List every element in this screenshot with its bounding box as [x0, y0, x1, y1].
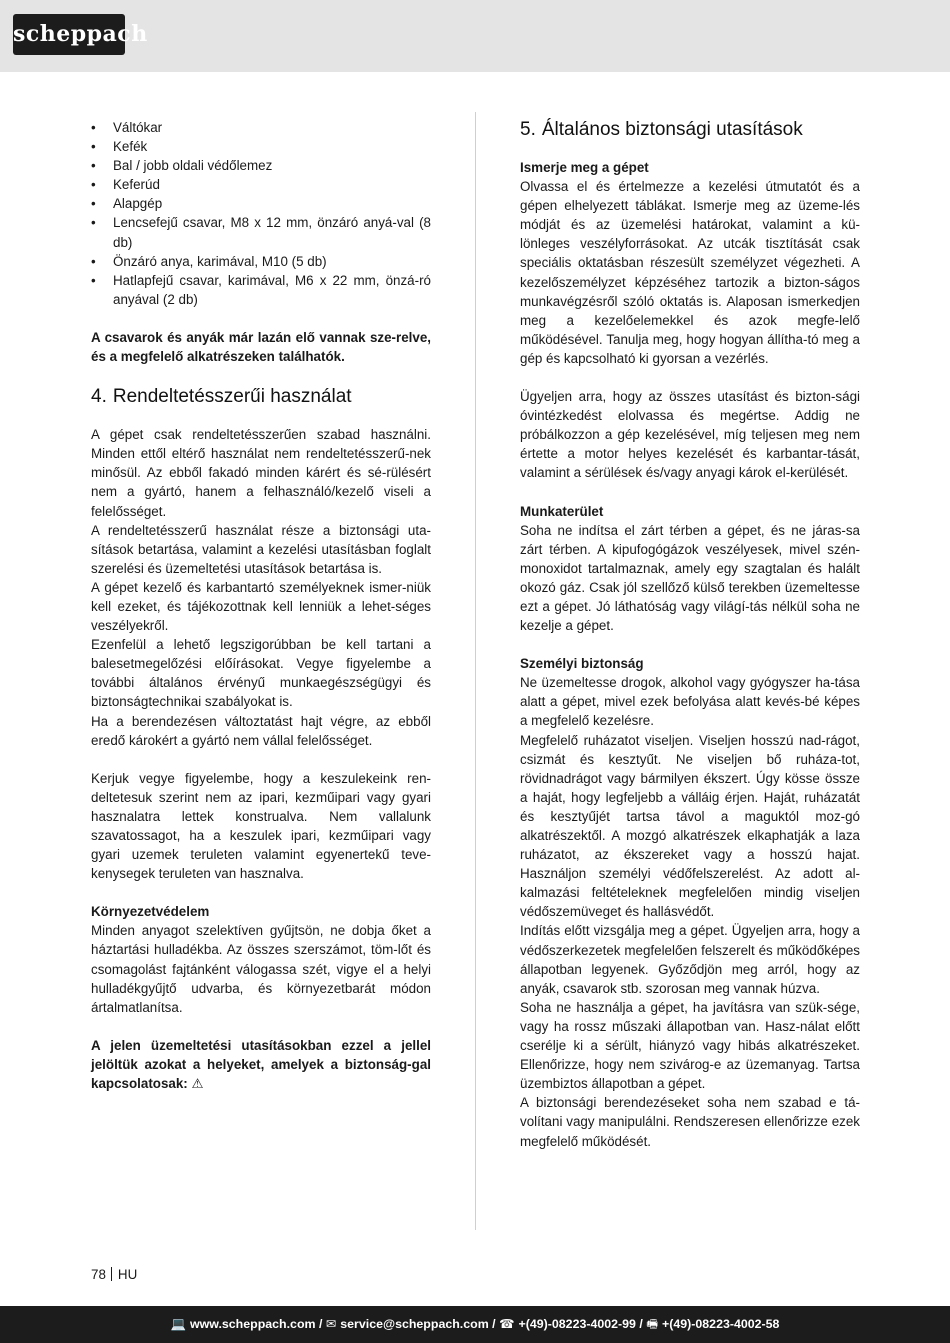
page-header	[0, 0, 950, 72]
paragraph: A biztonsági berendezéseket soha nem szabad e tá-volítani vagy manipulálni. Rendszeresen ellenőrizze ezek megfelelő működését.	[520, 1095, 860, 1149]
paragraph: Ne üzemeltesse drogok, alkohol vagy gyógyszer ha-tása alatt a gépet, mivel ezek befolyása alatt kevés-bé képes a megfelelő kezelésre.	[520, 675, 860, 729]
personal-safety-heading: Személyi biztonság	[520, 656, 644, 672]
list-item: • Bal / jobb oldali védőlemez	[91, 156, 431, 175]
paragraph: Olvassa el és értelmezze a kezelési útmutatót és a gépen elhelyezett táblákat. Ismerje meg az üzeme-lés módját és az üzemelési határokat, valamint a kü-lönleges veszélyforrásokat. Az utcák tisztítását csak speciális oktatásban részesült személyzet végezheti. A kezelőszemélyzet képzéséhez tartozik a bizton-ságos munkavégzésről szóló oktatás is. Alaposan ismerkedjen meg a kezelőelemekkel és azok megfe-lelő működésével. Tanulja meg, hogy hogyan állítha-tó meg a gép és kapcsolható ki gyorsan a vezérlés.	[520, 179, 860, 366]
section-title: Általános biztonsági utasítások	[541, 119, 803, 140]
paragraph: Ügyeljen arra, hogy az összes utasítást és bizton-sági óvintézkedést elolvassa és megértse. Addig ne próbálkozzon a gép kezelésével, míg teljesen meg nem értette a motor helyes kezelését és karbantar-tását, valamint a sérülések és/vagy anyagi károk el-kerülését.	[520, 389, 860, 481]
mail-icon: ✉	[325, 1317, 337, 1331]
fax-icon: 🖷	[646, 1317, 658, 1331]
warning-note-text: A jelen üzemeltetési utasításokban ezzel a jellel jelöltük azokat a helyeket, amelyek a biztonság-gal kapcsolatosak:	[91, 1037, 431, 1092]
list-item: • Önzáró anya, karimával, M10 (5 db)	[91, 252, 431, 271]
paragraph: Kerjuk vegye figyelembe, hogy a keszulekeink ren-deltetesuk szerint nem az ipari, kezműipari vagy gyari hasznalatra lettek konstrualva. Nem vallalunk szavatossagot, ha a keszulek ipari, kezműipari vagy gyari uzemek teruleten valamint egyenertekű teve-kenysegek teruleten van hasznalva.	[91, 770, 431, 882]
page-number-value: 78	[91, 1267, 106, 1282]
parts-list	[91, 118, 431, 309]
paragraph: Indítás előtt vizsgálja meg a gépet. Ügyeljen arra, hogy a védőszerkezetek megfelelően felszerelt és működőképes állapotban legyenek. Győződjön meg arról, hogy az anyák, csavarok stb. szorosan meg vannak húzva.	[520, 923, 860, 996]
warning-note	[91, 1036, 431, 1093]
paragraph: Minden anyagot szelektíven gyűjtsön, ne dobja őket a háztartási hulladékba. Az összes szerszámot, töm-lőt és csomagolást fajtánként válogassa szét, vigye el a helyi hulladékgyűjtő udvarba, és környezetbarát módon ártalmatlanítsa.	[91, 923, 431, 1015]
know-machine-heading: Ismerje meg a gépet	[520, 160, 649, 175]
list-item: • Hatlapfejű csavar, karimával, M6 x 22 mm, önzá-ró anyával (2 db)	[91, 271, 431, 309]
brand-logo: scheppach	[13, 14, 125, 55]
paragraph: Ezenfelül a lehető legszigorúbban be kell tartani a balesetmegelőzési előírásokat. Vegye figyelembe a további általános érvényű munkaegészségügyi és biztonságtechnikai szabályokat is.	[91, 637, 431, 710]
divider	[111, 1267, 112, 1281]
list-item: • Alapgép	[91, 194, 431, 213]
section-title: Rendeltetésszerűi használat	[112, 386, 352, 408]
paragraph: A rendeltetésszerű használat része a biztonsági uta-sítások betartása, valamint a kezelési utasításban foglalt szerelési és üzemeltetési utasítások betartása is.	[91, 522, 431, 576]
phone-icon: ☎	[499, 1317, 515, 1331]
fax-number: +(49)-08223-4002-58	[662, 1317, 780, 1331]
left-column	[91, 118, 431, 1093]
list-item: • Kefék	[91, 137, 431, 156]
list-item: • Váltókar	[91, 118, 431, 137]
column-divider	[475, 112, 476, 1230]
warning-icon: ⚠	[191, 1076, 204, 1092]
paragraph: Soha ne indítsa el zárt térben a gépet, és ne járas-sa zárt térben. A kipufogógázok veszélyesek, mivel szén-monoxidot tartalmaznak, amely egy szagtalan és halált okozó gáz. Csak jól szellőző külső terekben üzemeltesse ezt a gépet. Jó láthatóság vagy világí-tás nélkül soha ne kezelje a gépet.	[520, 522, 860, 634]
paragraph: Ha a berendezésen változtatást hajt végre, az ebből eredő károkért a gyártó nem vállal felelősséget.	[91, 713, 431, 748]
computer-icon: 💻	[170, 1317, 186, 1331]
paragraph: Soha ne használja a gépet, ha javításra van szük-sége, vagy ha rossz műszaki állapotban van. Hasz-nálat előtt cserélje ki a sérült, hiányzó vagy hibás alkatrészeket. Ellenőrizze, hogy nem szivárog-e az üzemanyag. Tartsa üzembiztos állapotban a gépet.	[520, 999, 860, 1092]
language-code: HU	[117, 1267, 138, 1282]
environment-heading: Környezetvédelem	[91, 904, 210, 920]
assembly-note: A csavarok és anyák már lazán elő vannak sze-relve, és a megfelelő alkatrészeken találhatók.	[91, 329, 431, 365]
section-number: 5.	[520, 119, 536, 140]
contact-footer	[0, 1306, 950, 1343]
section-4-heading	[91, 385, 431, 409]
list-item: • Keferúd	[91, 175, 431, 194]
paragraph: Megfelelő ruházatot viseljen. Viseljen hosszú nad-rágot, csizmát és kesztyűt. Ne viseljen bő ruháza-tot, rövidnadrágot vagy bármilyen ékszert. Úgy kösse össze a haját, hogy legfeljebb a válláig érjen. Haját, ruházatát és kesztyűjét tartsa távol a maguktól moz-gó alkatrészektől. A mozgó alkatrészek elkaphatják a laza ruházatot, az ékszereket vagy a hosszú hajat. Használjon személyi védőfelszerelést. Az adott al-kalmazási feltételeknek megfelelően mindig viseljen védőszemüveget és hallásvédőt.	[520, 732, 860, 920]
paragraph: A gépet csak rendeltetésszerűen szabad használni. Minden ettől eltérő használat nem rendeltetésszerű-nek minősül. Az ebből fakadó minden kárért és sé-rülésért nem a gyártó, hanem a felhasználó/kezelő viseli a felelősséget.	[91, 427, 431, 519]
website-link[interactable]: www.scheppach.com /	[189, 1317, 323, 1331]
work-area-heading: Munkaterület	[520, 503, 604, 519]
phone-number: +(49)-08223-4002-99 /	[518, 1317, 643, 1331]
paragraph: A gépet kezelő és karbantartó személyeknek ismer-niük kell ezeket, és tájékozottnak kell lenniük a lehet-séges veszélyekről.	[91, 579, 431, 634]
section-5-heading	[520, 118, 860, 142]
section-number: 4.	[91, 386, 107, 408]
right-column	[520, 118, 860, 1151]
list-item: • Lencsefejű csavar, M8 x 12 mm, önzáró anyá-val (8 db)	[91, 213, 431, 251]
email-link[interactable]: service@scheppach.com /	[340, 1317, 496, 1331]
page-number	[91, 1265, 137, 1284]
